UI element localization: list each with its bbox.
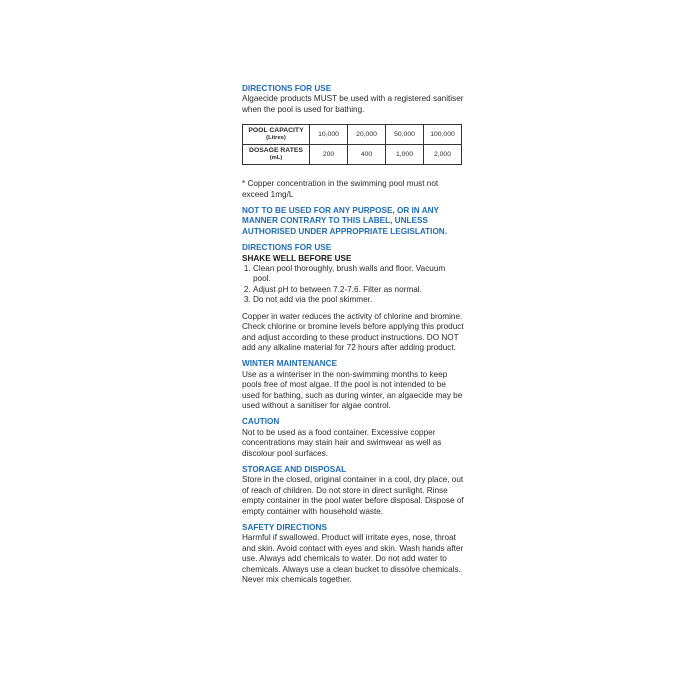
safety-heading: SAFETY DIRECTIONS — [242, 523, 327, 532]
capacity-cell: 100,000 — [424, 125, 462, 145]
dosage-cell: 400 — [348, 145, 386, 165]
directions-steps — [242, 264, 464, 306]
caution-text: Not to be used as a food container. Excessive copper concentrations may stain hair and swimwear as well as discolour pool surfaces. — [242, 427, 442, 458]
list-item: 3. Do not add via the pool skimmer. — [253, 295, 464, 305]
safety-text: Harmful if swallowed. Product will irritate eyes, nose, throat and skin. Avoid contact with eyes and skin. Wash hands after use. Always add chemicals to water. Do not add water to chemicals. Always use a clean bucket to dissolve chemicals. Never mix chemicals together. — [242, 533, 464, 585]
dosage-table — [242, 124, 462, 165]
product-label — [242, 84, 464, 585]
storage-heading: STORAGE AND DISPOSAL — [242, 464, 347, 474]
dosage-cell: 1,000 — [386, 145, 424, 165]
capacity-header: POOL CAPACITY (Litres) — [243, 125, 310, 145]
winter-text: Use as a winteriser in the non-swimming months to keep pools free of most algae. If the pool is not intended to be used for bathing, such as during winter, an algaecide may be used without a sanitiser for algae control. — [242, 369, 463, 410]
winter-heading: WINTER MAINTENANCE — [242, 359, 338, 369]
copper-text: Copper in water reduces the activity of chlorine and bromine. Check chlorine or bromine levels before applying this product and adjust according to these product instructions. DO NOT add any alkaline material for 72 hours after adding product. — [242, 311, 464, 352]
directions-section — [242, 84, 464, 115]
caution-section — [242, 417, 464, 459]
copper-note: * Copper concentration in the swimming pool must not exceed 1mg/L — [242, 179, 439, 199]
list-item: 2. Adjust pH to between 7.2-7.6. Filter as normal. — [253, 285, 464, 295]
table-row — [243, 125, 462, 145]
directions-heading: DIRECTIONS FOR USE — [242, 84, 332, 93]
table-row — [243, 145, 462, 165]
dosage-header: DOSAGE RATES (mL) — [243, 145, 310, 165]
caution-heading: CAUTION — [242, 417, 280, 427]
dosage-cell: 200 — [310, 145, 348, 165]
storage-text: Store in the closed, original container in a cool, dry place, out of reach of children. Do not store in direct sunlight. Rinse empty container in the pool water before disposal. Dispose of empty container with household waste. — [242, 475, 464, 516]
dosage-cell: 2,000 — [424, 145, 462, 165]
list-item: 1. Clean pool thoroughly, brush walls and floor. Vacuum pool. — [253, 264, 464, 285]
capacity-cell: 20,000 — [348, 125, 386, 145]
legal-warning: NOT TO BE USED FOR ANY PURPOSE, OR IN ANY MANNER CONTRARY TO THIS LABEL, UNLESS AUTHORISED UNDER APPROPRIATE LEGISLATION. — [242, 206, 447, 236]
directions-use-heading: DIRECTIONS FOR USE — [242, 243, 332, 253]
directions-text: Algaecide products MUST be used with a registered sanitiser when the pool is used for bathing. — [242, 94, 464, 114]
capacity-cell: 10,000 — [310, 125, 348, 145]
safety-section — [242, 523, 464, 585]
capacity-cell: 50,000 — [386, 125, 424, 145]
winter-section — [242, 359, 464, 411]
directions-use-section — [242, 243, 464, 353]
storage-section — [242, 465, 464, 517]
shake-well-subheading: SHAKE WELL BEFORE USE — [242, 253, 352, 263]
